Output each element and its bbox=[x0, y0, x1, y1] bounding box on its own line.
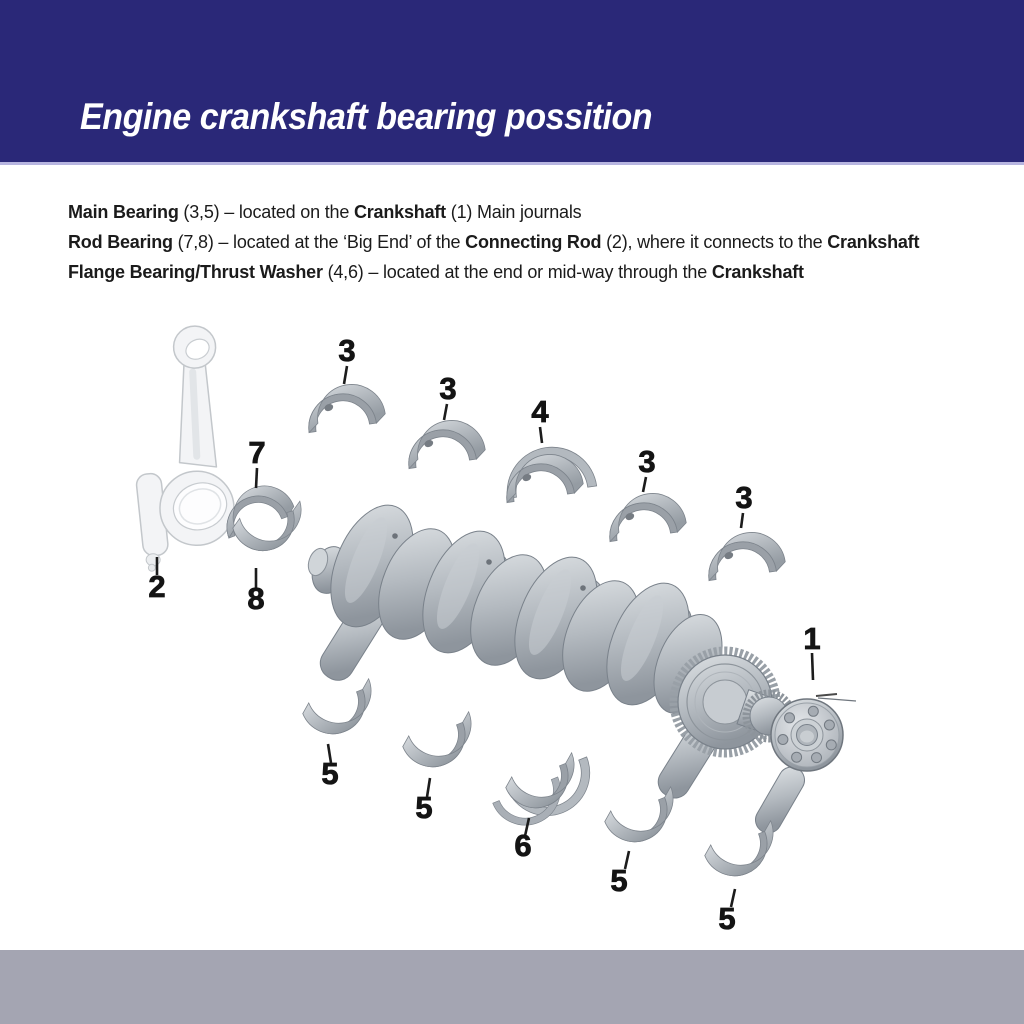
text-segment: (4,6) – located at the end or mid-way through the bbox=[322, 262, 712, 282]
callout-label: 8 bbox=[247, 581, 265, 616]
text-segment: Flange Bearing/Thrust Washer bbox=[68, 262, 323, 282]
callout-label: 1 bbox=[803, 621, 821, 656]
bearing-shell-upper bbox=[604, 489, 687, 541]
callout-3 bbox=[735, 480, 752, 528]
crank-web bbox=[751, 762, 810, 837]
bearing-shell-upper-flanged bbox=[500, 441, 597, 502]
page-title: Engine crankshaft bearing possition bbox=[80, 96, 653, 137]
callout-4 bbox=[531, 394, 549, 443]
callout-leader-line bbox=[643, 477, 646, 492]
callout-leader-line bbox=[812, 653, 813, 680]
callout-1 bbox=[803, 621, 820, 680]
callout-8 bbox=[247, 568, 264, 616]
callout-label: 7 bbox=[248, 435, 266, 470]
callout-leader-line bbox=[540, 427, 542, 443]
callout-label: 3 bbox=[439, 371, 457, 406]
bearing-shell-lower-flanged bbox=[486, 748, 602, 836]
callout-leader-line bbox=[256, 468, 257, 488]
callout-leader-line bbox=[344, 366, 347, 384]
crankshaft-flange bbox=[771, 699, 843, 771]
callout-label: 5 bbox=[321, 756, 339, 791]
footer-band bbox=[0, 950, 1024, 1024]
text-segment: Rod Bearing bbox=[68, 232, 173, 252]
callout-label: 5 bbox=[415, 790, 433, 825]
callout-label: 5 bbox=[718, 901, 736, 936]
bearing-shell-lower bbox=[231, 501, 311, 558]
callout-label: 2 bbox=[148, 569, 166, 604]
bearing-shell-upper bbox=[303, 380, 386, 432]
callout-5 bbox=[610, 851, 629, 898]
callout-leader-line bbox=[741, 513, 743, 528]
flange-key-slot bbox=[816, 694, 837, 696]
text-segment: (7,8) – located at the ‘Big End’ of the bbox=[172, 232, 466, 252]
callout-7 bbox=[248, 435, 265, 488]
connecting-rod-illustration bbox=[132, 324, 240, 574]
callout-label: 5 bbox=[610, 863, 628, 898]
text-segment: Crankshaft bbox=[353, 202, 446, 222]
text-segment: (3,5) – located on the bbox=[178, 202, 354, 222]
bearing-shell-lower bbox=[300, 679, 384, 744]
bearing-shell-lower bbox=[702, 821, 786, 886]
text-segment: (1) Main journals bbox=[445, 202, 582, 222]
callout-label: 3 bbox=[338, 333, 356, 368]
callout-3 bbox=[439, 371, 456, 420]
text-segment: Crankshaft bbox=[827, 232, 920, 252]
text-segment: Connecting Rod bbox=[465, 232, 602, 252]
bearing-shell-upper bbox=[403, 416, 486, 468]
callout-label: 3 bbox=[735, 480, 753, 515]
callout-3 bbox=[338, 333, 355, 384]
callout-label: 6 bbox=[514, 828, 532, 863]
callout-5 bbox=[321, 744, 338, 791]
callout-label: 4 bbox=[531, 394, 549, 429]
flange-slot-line bbox=[818, 698, 856, 701]
bearing-shell-upper bbox=[703, 528, 786, 580]
bearing-shell-lower bbox=[400, 712, 484, 777]
callout-leader-line bbox=[444, 404, 447, 420]
text-segment: Main Bearing bbox=[68, 202, 179, 222]
bearing-shell-lower bbox=[602, 787, 686, 852]
callout-5 bbox=[718, 889, 735, 936]
text-segment: Crankshaft bbox=[711, 262, 804, 282]
callout-label: 3 bbox=[638, 444, 656, 479]
text-segment: (2), where it connects to the bbox=[601, 232, 828, 252]
callout-5 bbox=[415, 778, 432, 825]
callout-3 bbox=[638, 444, 655, 492]
